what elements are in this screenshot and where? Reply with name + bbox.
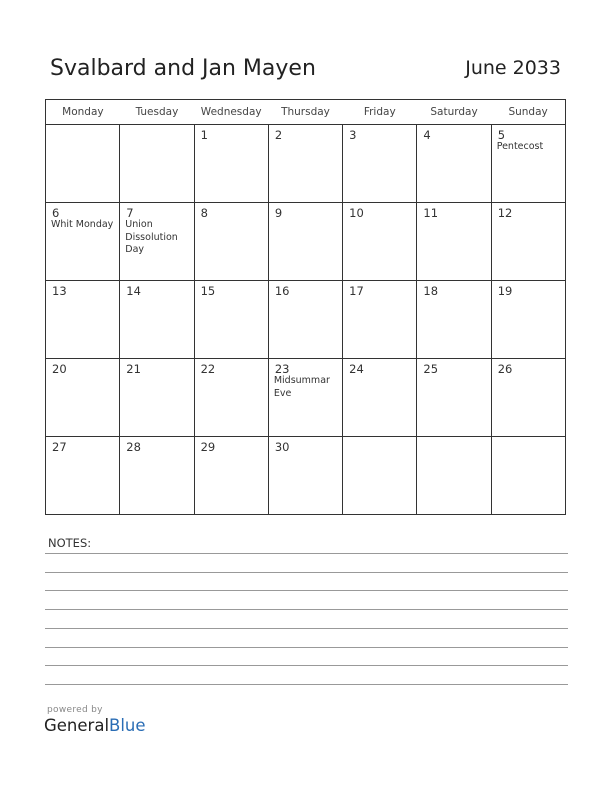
holiday-label: Pentecost bbox=[496, 141, 544, 152]
day-cell bbox=[46, 437, 120, 515]
day-cell bbox=[268, 203, 342, 281]
day-number: 17 bbox=[349, 284, 364, 298]
day-cell bbox=[491, 203, 565, 281]
notes-line bbox=[45, 590, 568, 591]
day-cell bbox=[194, 125, 268, 203]
day-cell bbox=[120, 437, 194, 515]
day-number: 14 bbox=[126, 284, 141, 298]
calendar-grid bbox=[45, 99, 566, 515]
notes-line bbox=[45, 665, 568, 666]
day-cell bbox=[194, 359, 268, 437]
notes-label: NOTES: bbox=[48, 536, 92, 550]
day-number: 26 bbox=[497, 362, 513, 376]
day-number: 2 bbox=[274, 128, 283, 142]
day-cell bbox=[194, 281, 268, 359]
holiday-label: Whit Monday bbox=[51, 219, 114, 230]
day-number: 10 bbox=[349, 206, 364, 220]
month-label: June 2033 bbox=[465, 57, 561, 79]
day-cell bbox=[268, 281, 342, 359]
day-cell bbox=[343, 437, 417, 515]
weekday-header-row bbox=[46, 100, 566, 125]
day-number: 27 bbox=[52, 440, 67, 454]
day-cell bbox=[417, 203, 491, 281]
day-cell bbox=[343, 281, 417, 359]
week-row bbox=[46, 125, 566, 203]
week-row bbox=[46, 203, 566, 281]
day-number: 3 bbox=[349, 128, 357, 142]
day-number: 13 bbox=[52, 284, 67, 298]
notes-line bbox=[45, 572, 568, 573]
day-cell bbox=[268, 125, 342, 203]
day-cell bbox=[417, 281, 491, 359]
weekday-wednesday: Wednesday bbox=[194, 100, 268, 125]
day-cell bbox=[46, 281, 120, 359]
day-cell bbox=[194, 437, 268, 515]
day-cell bbox=[417, 359, 491, 437]
day-cell bbox=[417, 437, 491, 515]
weekday-saturday: Saturday bbox=[417, 100, 491, 125]
day-cell bbox=[343, 203, 417, 281]
day-cell bbox=[46, 203, 120, 281]
day-number: 7 bbox=[126, 206, 134, 220]
brand-name-part2: Blue bbox=[109, 716, 146, 735]
powered-by-text: powered by bbox=[47, 705, 103, 715]
week-row bbox=[46, 281, 566, 359]
calendar-title: Svalbard and Jan Mayen bbox=[50, 56, 316, 81]
day-number: 5 bbox=[497, 128, 506, 142]
day-number: 23 bbox=[274, 362, 290, 376]
holiday-label: Union Dissolution Day bbox=[125, 219, 178, 255]
day-number: 19 bbox=[497, 284, 513, 298]
day-cell bbox=[120, 359, 194, 437]
day-number: 11 bbox=[423, 206, 439, 220]
weekday-thursday: Thursday bbox=[268, 100, 342, 125]
day-number: 15 bbox=[200, 284, 216, 298]
day-cell bbox=[120, 203, 194, 281]
day-cell bbox=[491, 359, 565, 437]
generalblue-logo bbox=[44, 716, 146, 735]
week-row bbox=[46, 437, 566, 515]
day-cell bbox=[417, 125, 491, 203]
day-cell bbox=[120, 281, 194, 359]
brand-name-part1: General bbox=[44, 716, 110, 735]
day-number: 21 bbox=[126, 362, 141, 376]
day-number: 16 bbox=[274, 284, 290, 298]
week-row bbox=[46, 359, 566, 437]
day-cell bbox=[268, 437, 342, 515]
weekday-sunday: Sunday bbox=[491, 100, 565, 125]
day-cell bbox=[491, 281, 565, 359]
day-number: 30 bbox=[274, 440, 290, 454]
notes-line bbox=[45, 553, 568, 554]
day-number: 20 bbox=[52, 362, 67, 376]
day-number: 12 bbox=[497, 206, 513, 220]
day-cell bbox=[491, 437, 565, 515]
weekday-monday: Monday bbox=[46, 100, 120, 125]
day-cell bbox=[491, 125, 565, 203]
holiday-label: Midsummar Eve bbox=[273, 375, 330, 399]
day-cell bbox=[343, 359, 417, 437]
day-number: 4 bbox=[423, 128, 431, 142]
day-cell bbox=[120, 125, 194, 203]
day-number: 28 bbox=[126, 440, 141, 454]
day-number: 9 bbox=[274, 206, 283, 220]
day-cell bbox=[46, 359, 120, 437]
day-cell bbox=[268, 359, 342, 437]
day-cell bbox=[194, 203, 268, 281]
weekday-friday: Friday bbox=[343, 100, 417, 125]
notes-line bbox=[45, 647, 568, 648]
notes-line bbox=[45, 609, 568, 610]
day-number: 18 bbox=[423, 284, 439, 298]
day-number: 6 bbox=[52, 206, 60, 220]
weekday-tuesday: Tuesday bbox=[120, 100, 194, 125]
day-number: 8 bbox=[200, 206, 208, 220]
notes-line bbox=[45, 684, 568, 685]
day-number: 25 bbox=[423, 362, 439, 376]
notes-line bbox=[45, 628, 568, 629]
day-cell bbox=[343, 125, 417, 203]
day-number: 1 bbox=[200, 128, 208, 142]
day-number: 22 bbox=[200, 362, 216, 376]
day-cell bbox=[46, 125, 120, 203]
day-number: 29 bbox=[200, 440, 216, 454]
day-number: 24 bbox=[349, 362, 364, 376]
